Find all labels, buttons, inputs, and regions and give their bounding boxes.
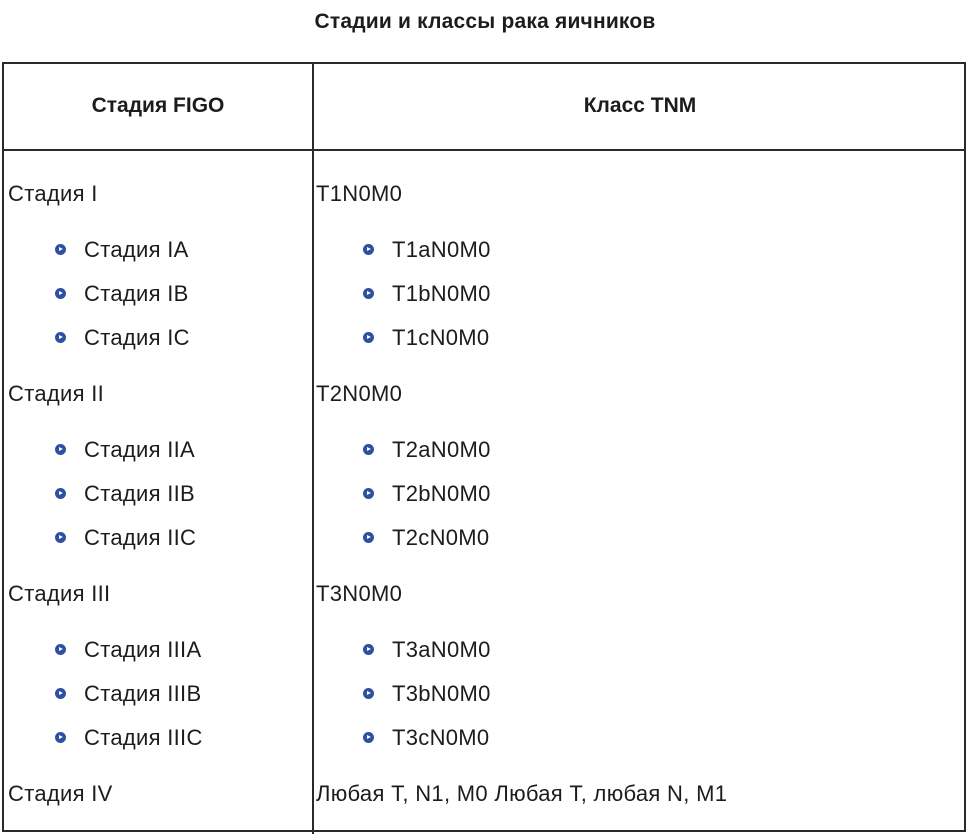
sub-tnm-label: T3cN0M0 <box>392 725 490 750</box>
arrow-bullet-icon <box>55 644 66 655</box>
sub-tnm-item <box>363 637 491 663</box>
sub-tnm-label: T3bN0M0 <box>392 681 491 706</box>
stage-row-label: Стадия III <box>8 581 111 606</box>
column-divider <box>312 64 314 834</box>
sub-stage-label: Стадия IIB <box>84 481 196 506</box>
sub-tnm-label: T2cN0M0 <box>392 525 490 550</box>
arrow-bullet-icon <box>55 732 66 743</box>
sub-tnm-item <box>363 725 489 751</box>
sub-stage-item <box>55 281 189 307</box>
arrow-bullet-icon <box>363 644 374 655</box>
arrow-bullet-icon <box>363 732 374 743</box>
sub-tnm-label: T2bN0M0 <box>392 481 491 506</box>
arrow-bullet-icon <box>55 444 66 455</box>
sub-stage-label: Стадия IC <box>84 325 190 350</box>
sub-tnm-label: T1cN0M0 <box>392 325 490 350</box>
sub-stage-label: Стадия IIC <box>84 525 197 550</box>
header-tnm: Класс TNM <box>583 94 697 117</box>
sub-tnm-item <box>363 237 491 263</box>
sub-tnm-item <box>363 281 491 307</box>
arrow-bullet-icon <box>363 288 374 299</box>
arrow-bullet-icon <box>363 332 374 343</box>
header-figo: Стадия FIGO <box>91 94 225 117</box>
sub-stage-item <box>55 437 195 463</box>
arrow-bullet-icon <box>363 488 374 499</box>
sub-stage-label: Стадия IIIC <box>84 725 203 750</box>
sub-stage-item <box>55 725 203 751</box>
arrow-bullet-icon <box>55 332 66 343</box>
header-divider <box>4 149 964 151</box>
sub-tnm-item <box>363 325 489 351</box>
stage-row-label: Стадия I <box>8 181 98 206</box>
sub-tnm-label: T2aN0M0 <box>392 437 491 462</box>
tnm-row-label: T3N0M0 <box>316 581 403 606</box>
tnm-row-label: Любая T, N1, M0 Любая T, любая N, M1 <box>316 781 728 806</box>
sub-stage-label: Стадия IIIA <box>84 637 202 662</box>
sub-tnm-item <box>363 437 491 463</box>
stage-row-label: Стадия II <box>8 381 105 406</box>
sub-tnm-item <box>363 681 491 707</box>
arrow-bullet-icon <box>55 488 66 499</box>
stage-row-label: Стадия IV <box>8 781 113 806</box>
tnm-row-label: T2N0M0 <box>316 381 403 406</box>
stages-table <box>2 62 966 832</box>
arrow-bullet-icon <box>55 532 66 543</box>
arrow-bullet-icon <box>363 244 374 255</box>
sub-stage-item <box>55 681 201 707</box>
arrow-bullet-icon <box>363 688 374 699</box>
page-title: Стадии и классы рака яичников <box>314 10 656 33</box>
arrow-bullet-icon <box>55 288 66 299</box>
arrow-bullet-icon <box>55 688 66 699</box>
arrow-bullet-icon <box>363 444 374 455</box>
sub-stage-item <box>55 237 189 263</box>
sub-stage-item <box>55 481 195 507</box>
sub-stage-label: Стадия IIIB <box>84 681 202 706</box>
tnm-row-label: T1N0M0 <box>316 181 403 206</box>
sub-stage-item <box>55 325 190 351</box>
sub-stage-item <box>55 637 201 663</box>
sub-stage-label: Стадия IB <box>84 281 189 306</box>
sub-stage-item <box>55 525 196 551</box>
sub-tnm-label: T3aN0M0 <box>392 637 491 662</box>
sub-tnm-label: T1aN0M0 <box>392 237 491 262</box>
sub-stage-label: Стадия IIA <box>84 437 196 462</box>
sub-tnm-label: T1bN0M0 <box>392 281 491 306</box>
arrow-bullet-icon <box>55 244 66 255</box>
sub-stage-label: Стадия IA <box>84 237 189 262</box>
arrow-bullet-icon <box>363 532 374 543</box>
sub-tnm-item <box>363 481 491 507</box>
sub-tnm-item <box>363 525 489 551</box>
